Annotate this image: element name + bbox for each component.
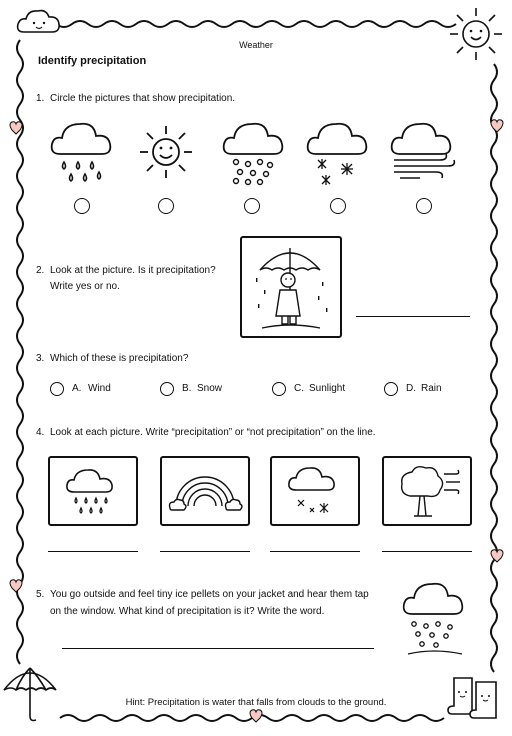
q4-card-rainbow (160, 456, 250, 526)
q4-card-rain-cloud (48, 456, 138, 526)
worksheet-title: Identify precipitation (38, 55, 147, 67)
q5-number: 5. (36, 589, 45, 600)
q5-answer-line[interactable] (62, 648, 374, 649)
q3-number: 3. (36, 353, 45, 364)
q5-line2: on the window. What kind of precipitation is it? Write the word. (50, 606, 325, 617)
q3-option-b-label: Snow (197, 383, 223, 394)
q1-circle-wind-cloud[interactable] (416, 198, 432, 214)
q3-option-c-letter: C. (294, 383, 304, 394)
q3-option-c-radio[interactable] (272, 382, 286, 396)
q2-answer-line[interactable] (356, 316, 470, 317)
q1-circle-sun[interactable] (158, 198, 174, 214)
q2-line1: Look at the picture. Is it precipitation? (50, 265, 216, 276)
child-with-umbrella-icon (242, 238, 340, 336)
q4-answer-line-3[interactable] (270, 551, 360, 552)
q4-answer-line-2[interactable] (160, 551, 250, 552)
q4-card-windy-tree (382, 456, 472, 526)
smiling-cloud-icon (16, 6, 62, 36)
q2-number: 2. (36, 265, 45, 276)
hail-cloud-icon (222, 116, 286, 188)
q2-line2: Write yes or no. (50, 281, 120, 292)
q1-number: 1. (36, 93, 45, 104)
q3-option-d-radio[interactable] (384, 382, 398, 396)
rainbow-icon (162, 458, 248, 524)
q3-option-c-label: Sunlight (309, 383, 346, 394)
q1-circle-hail-cloud[interactable] (244, 198, 260, 214)
sun-icon (138, 124, 194, 180)
q1-circle-rain-cloud[interactable] (74, 198, 90, 214)
q4-number: 4. (36, 427, 45, 438)
q3-option-b-letter: B. (182, 383, 192, 394)
q3-option-b-radio[interactable] (160, 382, 174, 396)
wind-cloud-icon (390, 116, 462, 188)
hint-text: Hint: Precipitation is water that falls from clouds to the ground. (125, 697, 387, 708)
q1-circle-snow-cloud[interactable] (330, 198, 346, 214)
q1-text: Circle the pictures that show precipitation. (50, 93, 236, 104)
umbrella-icon (2, 660, 58, 726)
q4-card-snow-cloud (270, 456, 360, 526)
q4-answer-line-1[interactable] (48, 551, 138, 552)
snow-cloud-icon (306, 116, 370, 188)
q3-option-a-radio[interactable] (50, 382, 64, 396)
worksheet-topic: Weather (239, 40, 273, 50)
rain-cloud-icon (50, 116, 114, 188)
snow-cloud-icon (272, 458, 358, 524)
q3-option-d-label: Rain (421, 383, 442, 394)
q2-picture-frame (240, 236, 342, 338)
q3-option-d-letter: D. (406, 383, 416, 394)
q4-answer-line-4[interactable] (382, 551, 472, 552)
hail-cloud-icon (402, 574, 468, 662)
q3-option-a-letter: A. (72, 383, 82, 394)
windy-tree-icon (384, 458, 470, 524)
q5-line1: You go outside and feel tiny ice pellets on your jacket and hear them tap (50, 589, 369, 600)
q4-text: Look at each picture. Write “precipitation” or “not precipitation” on the line. (50, 427, 376, 438)
q3-text: Which of these is precipitation? (50, 353, 189, 364)
q3-option-a-label: Wind (88, 383, 111, 394)
rain-cloud-icon (50, 458, 136, 524)
smiling-sun-icon (448, 6, 504, 62)
